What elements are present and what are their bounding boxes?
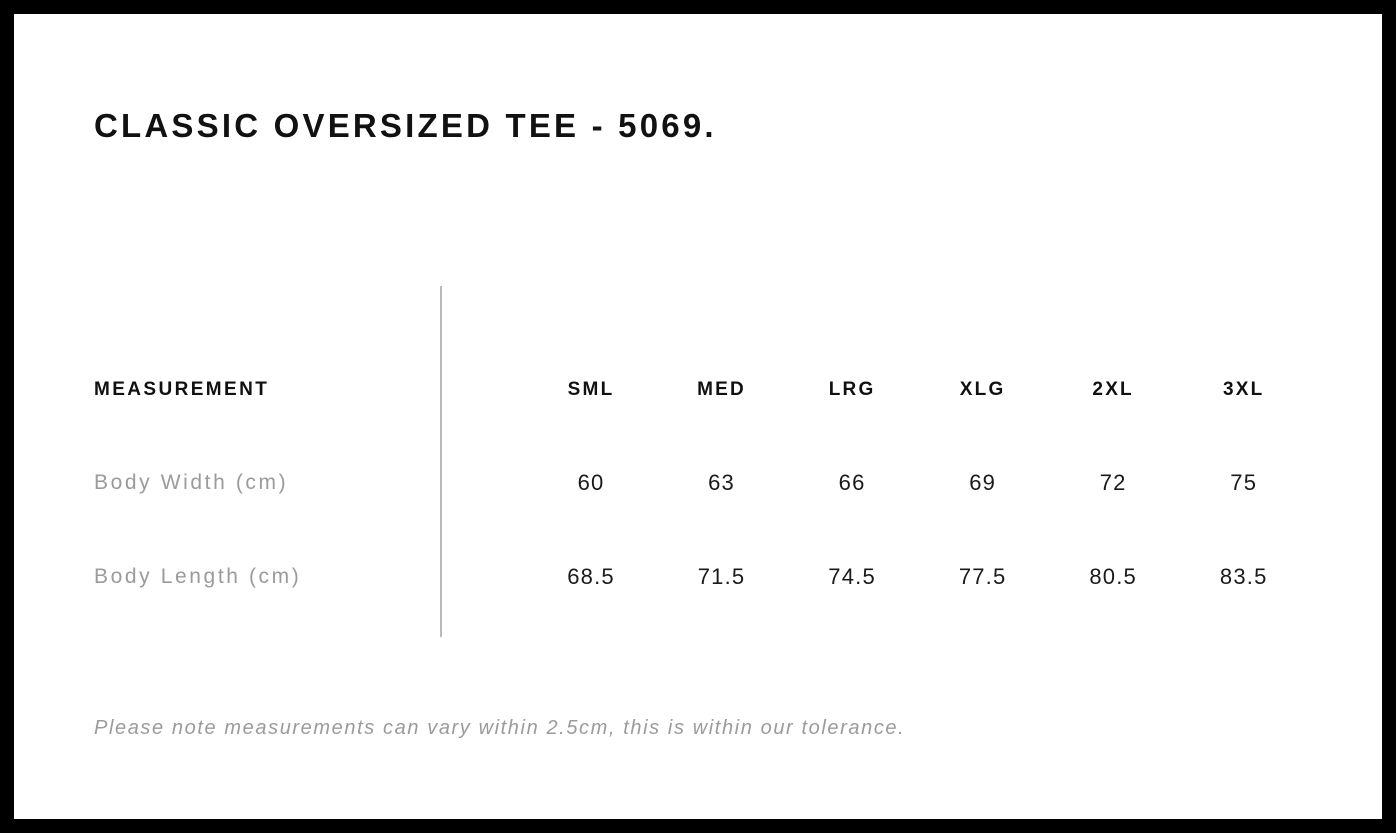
table-row [94,530,1309,624]
cell-body-width-3xl: 75 [1230,470,1258,495]
column-header-size-sml: SML [567,379,615,400]
cell-body-width-med: 63 [708,470,735,495]
column-header-size-xlg: XLG [959,379,1006,400]
table-header-row [94,344,1309,436]
column-header-size-lrg: LRG [828,379,876,400]
cell-body-width-2xl: 72 [1099,470,1127,495]
size-chart-page [14,14,1382,819]
tolerance-note: Please note measurements can vary within 2.5cm, this is within our tolerance. [94,717,906,739]
row-label-body-width: Body Width (cm) [94,471,289,494]
cell-body-width-lrg: 66 [838,470,866,495]
row-label-body-length: Body Length (cm) [94,565,302,588]
column-header-size-2xl: 2XL [1092,379,1134,400]
cell-body-length-2xl: 80.5 [1089,564,1137,589]
column-header-size-med: MED [697,379,746,400]
cell-body-width-xlg: 69 [969,470,997,495]
cell-body-length-lrg: 74.5 [828,564,876,589]
column-header-size-3xl: 3XL [1222,379,1265,400]
cell-body-length-xlg: 77.5 [958,564,1007,589]
page-title: CLASSIC OVERSIZED TEE - 5069. [94,107,717,144]
cell-body-length-3xl: 83.5 [1219,564,1268,589]
table-row [94,436,1309,530]
cell-body-length-sml: 68.5 [567,564,615,589]
size-chart-table [94,344,1309,624]
cell-body-length-med: 71.5 [697,564,746,589]
column-header-measurement: MEASUREMENT [94,379,270,400]
cell-body-width-sml: 60 [577,470,605,495]
